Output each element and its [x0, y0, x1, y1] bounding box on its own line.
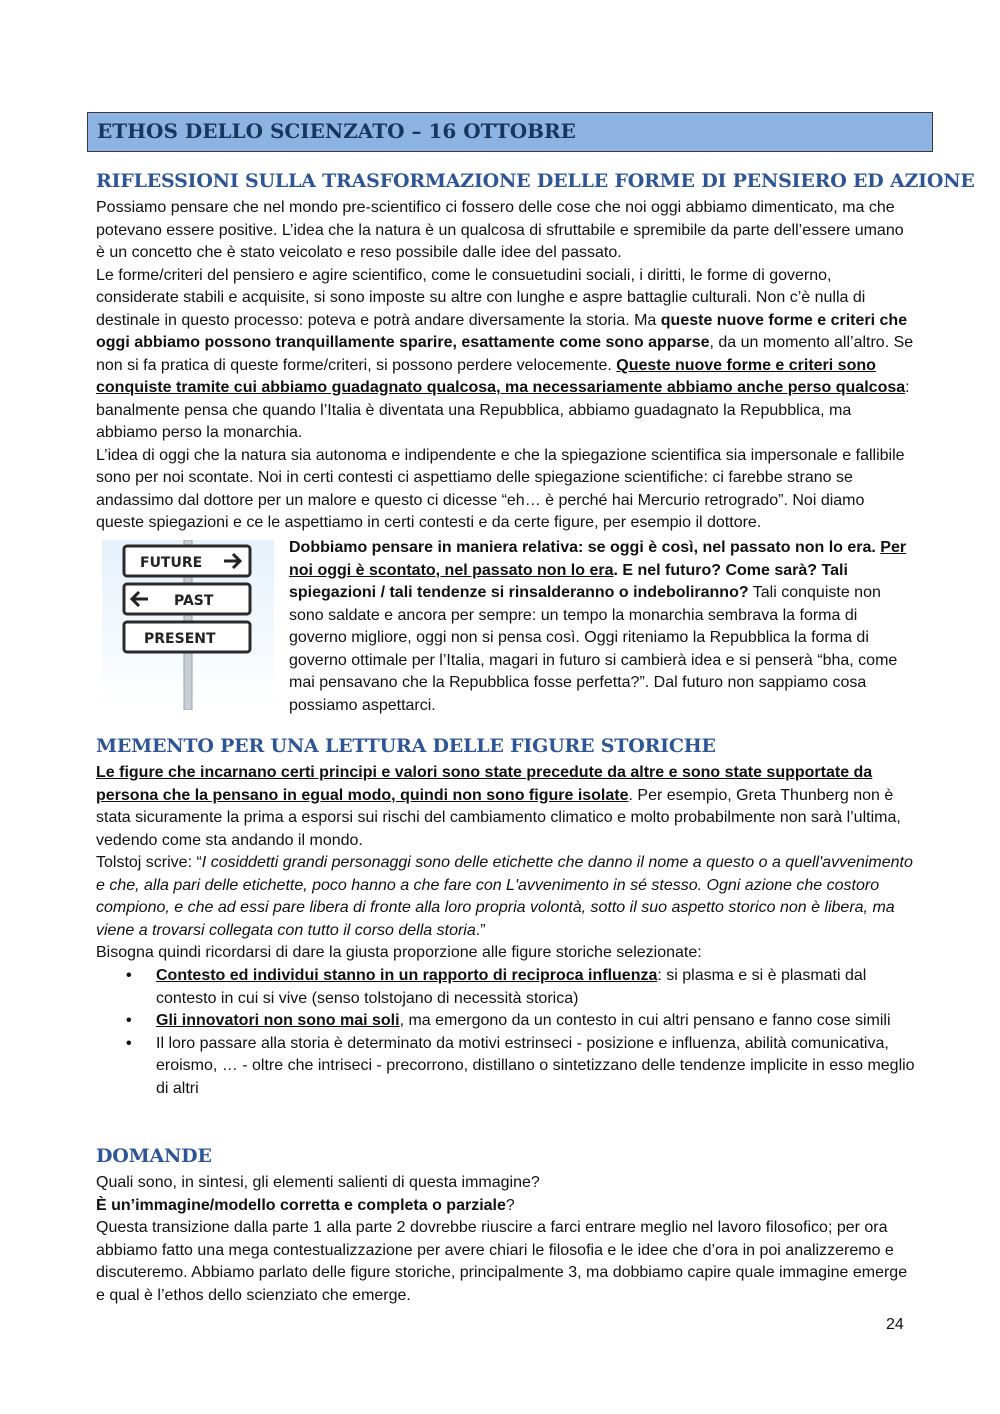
paragraph — [96, 852, 916, 942]
bold-text: È un’immagine/modello corretta e completa o parziale — [96, 1196, 506, 1214]
bullet-symbol: • — [126, 1012, 132, 1029]
paragraph: Possiamo pensare che nel mondo pre-scientifico ci fossero delle cose che noi oggi abbiamo dimenticato, ma che potevano essere positive. L’idea che la natura è un qualcosa di sfruttabile e spremibile da parte dell’essere umano è un concetto che è stato veicolato e reso possibile dalle idee del passato. — [96, 199, 904, 261]
bold-underlined-text: Le figure che incarnano certi principi e valori sono state precedute da altre e sono state supportate da persona che la pensano in egual modo, quindi non sono figure isolate — [96, 764, 873, 804]
sign-future — [124, 546, 250, 576]
list-item — [96, 1010, 916, 1033]
relative-thinking-paragraph — [289, 537, 915, 717]
text-span: Il loro passare alla storia è determinato da motivi estrinseci - posizione e influenza, abilità comunicativa, eroismo, … - oltre che intriseci - precorrono, distillano o sintetizzano delle tendenze implicite in esso meglio di altri — [156, 1034, 915, 1097]
section-heading-riflessioni: RIFLESSIONI SULLA TRASFORMAZIONE DELLE FORME DI PENSIERO ED AZIONE — [96, 170, 975, 192]
paragraph: L’idea di oggi che la natura sia autonoma e indipendente e che la spiegazione scientifica sia impersonale e fallibile sono per noi scontate. Noi in certi contesti ci aspettiamo delle spiegazione scientifiche: ci farebbe strano se andassimo dal dottore per un malore e questo ci dicesse “eh… è perché hai Mercurio retrogrado”. Noi diamo queste spiegazioni e ce le aspettiamo in certi contesti e da certe figure, per esempio il dottore. — [96, 446, 905, 531]
bold-text: queste nuove forme e criteri che oggi abbiamo possono tranquillamente sparire, esattamente come sono apparse — [96, 311, 908, 351]
paragraph: Bisogna quindi ricordarsi di dare la giusta proporzione alle figure storiche selezionate: — [96, 944, 702, 961]
text-span: : banalmente pensa che quando l’Italia è diventata una Repubblica, abbiamo guadagnato la Repubblica, ma abbiamo perso la monarchia. — [96, 379, 910, 441]
paragraph — [96, 265, 916, 445]
page-title: ETHOS DELLO SCIENZATO – 16 OTTOBRE — [87, 112, 933, 152]
bold-text: Dobbiamo pensare in maniera relativa: se oggi è così, nel passato non lo era. — [289, 539, 881, 556]
text-span: Tali conquiste non sono saldate e ancora per sempre: un tempo la monarchia sembrava la forma di governo migliore, oggi non si pensa così. Oggi riteniamo la Repubblica la forma di governo ottimale per l’Italia, magari in futuro si cambierà idea e si penserà “bha, come mai pensavano che la Repubblica fosse perfetta?”. Dal futuro non sappiamo cosa possiamo aspettarci. — [289, 584, 898, 714]
section-riflessioni-body — [96, 197, 916, 535]
text-span: , ma emergono da un contesto in cui altri pensano e fanno cose simili — [399, 1012, 891, 1029]
bold-underlined-text: Per noi oggi è scontato, nel passato non lo era — [289, 539, 907, 579]
sign-past — [124, 584, 250, 614]
text-span: : si plasma e si è plasmati dal contesto in cui si vive (senso tolstojano di necessità storica) — [156, 967, 867, 1007]
sign-label: PRESENT — [144, 631, 216, 647]
paragraph — [289, 537, 915, 717]
text-span: , da un momento all’altro. Se non si fa pratica di queste forme/criteri, si possono perdere velocemente. — [96, 334, 914, 374]
text-span: . Per esempio, Greta Thunberg non è stata sicuramente la prima a esporsi sui rischi del cambiamento climatico e molto probabilmente non sarà l’ultima, vedendo come sta andando il mondo. — [96, 786, 901, 849]
section-memento-body — [96, 762, 916, 965]
sign-present — [124, 622, 250, 652]
section-heading-memento: MEMENTO PER UNA LETTURA DELLE FIGURE STORICHE — [96, 735, 716, 757]
sign-label: PAST — [174, 593, 214, 609]
text-span: Tolstoj scrive: “ — [96, 854, 202, 871]
bold-text: . E nel futuro? Come sarà? Tali spiegazioni / tali tendenze si rinsalderanno o indeboliranno? — [289, 561, 848, 601]
section-heading-domande: DOMANDE — [96, 1145, 212, 1167]
text-span: Le forme/criteri del pensiero e agire scientifico, come le consuetudini sociali, i diritti, le forme di governo, considerate stabili e acquisite, si sono imposte su altre con lunghe e aspre battaglie culturali. Non c’è nulla di destinale in questo processo: poteva e potrà andare diversamente la storia. Ma — [96, 266, 866, 329]
sign-label: FUTURE — [140, 555, 203, 571]
question — [96, 1195, 916, 1218]
section-domande-body — [96, 1172, 916, 1307]
bullet-symbol: • — [126, 967, 132, 984]
bullet-symbol: • — [126, 1034, 132, 1052]
page-number: 24 — [886, 1316, 904, 1333]
italic-quote: I cosiddetti grandi personaggi sono delle etichette che danno il nome a questo o a quell'avvenimento e che, alla pari delle etichette, poco hanno a che fare con L'avvenimento in sé stesso. Ogni azione che costoro compiono, e che ad essi pare libera di fronte alla loro propria volontà, sotto il suo aspetto storico non è libera, ma viene a trovarsi collegata con tutto il corso della storia — [96, 854, 913, 939]
paragraph — [96, 762, 916, 852]
list-item — [96, 1033, 916, 1101]
text-span: ? — [505, 1196, 515, 1214]
question: Quali sono, in sintesi, gli elementi salienti di questa immagine? — [96, 1174, 540, 1191]
bold-underlined-text: Gli innovatori non sono mai soli — [156, 1012, 400, 1029]
list-item — [96, 965, 916, 1010]
paragraph: Questa transizione dalla parte 1 alla parte 2 dovrebbe riuscire a farci entrare meglio nel lavoro filosofico; per ora abbiamo fatto una mega contestualizzazione per avere chiari le filosofia e le idee che d’ora in poi analizzeremo e discuteremo. Abbiamo parlato delle figure storiche, principalmente 3, ma dobbiamo capire quale immagine emerge e qual è l’ethos dello scienziato che emerge. — [96, 1219, 908, 1304]
future-past-present-signpost-image — [102, 540, 274, 710]
bold-underlined-text: Queste nuove forme e criteri sono conquiste tramite cui abbiamo guadagnato qualcosa, ma necessariamente abbiamo anche perso qualcosa — [96, 356, 906, 396]
bold-underlined-text: Contesto ed individui stanno in un rapporto di reciproca influenza — [156, 967, 658, 984]
text-span: .” — [475, 921, 486, 939]
bullet-list — [96, 965, 916, 1100]
